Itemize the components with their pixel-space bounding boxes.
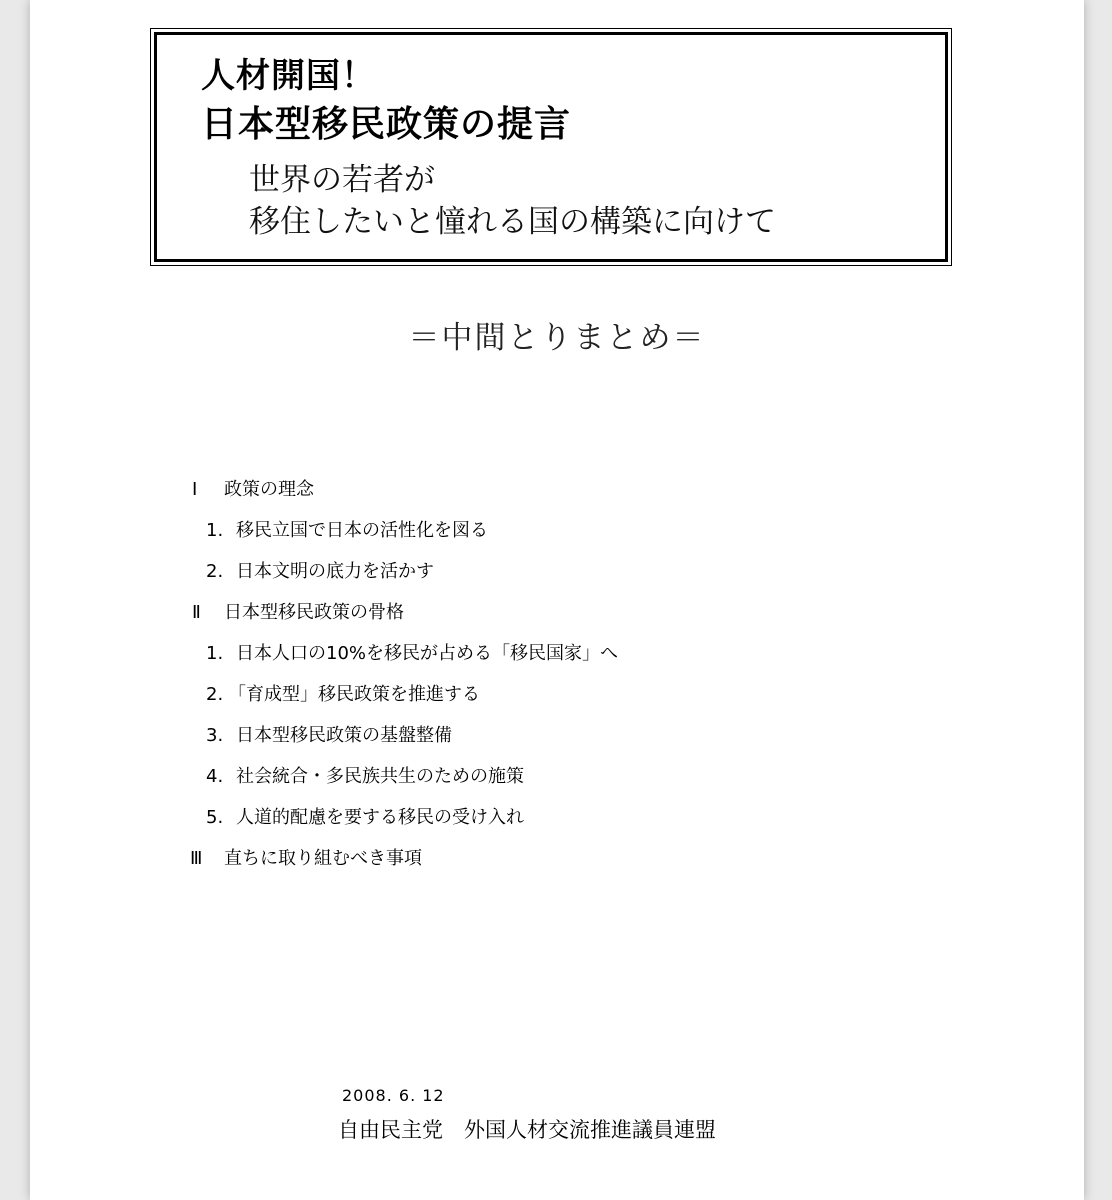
table-of-contents: [30, 0, 1084, 900]
toc-number: Ⅲ: [190, 848, 203, 869]
toc-item-2-1: [206, 645, 618, 663]
toc-number: Ⅱ: [192, 602, 201, 623]
toc-item-1-1: [206, 522, 488, 540]
issuing-organization: 自由民主党 外国人材交流推進議員連盟: [338, 1118, 716, 1142]
toc-item-2-3: [206, 727, 452, 745]
toc-number: 1.: [206, 520, 224, 541]
toc-text: 社会統合・多民族共生のための施策: [236, 766, 524, 787]
interim-summary-label: ＝中間とりまとめ＝: [408, 320, 706, 356]
toc-number: 5.: [206, 807, 224, 828]
toc-number: Ⅰ: [192, 479, 198, 500]
title-line-1: 人材開国！: [201, 56, 376, 96]
toc-text: 日本文明の底力を活かす: [236, 561, 434, 582]
toc-item-1-2: [206, 563, 434, 581]
toc-number: 3.: [206, 725, 224, 746]
toc-number: 2.: [206, 684, 224, 705]
toc-item-2-4: [206, 768, 524, 786]
subtitle-line-2: 移住したいと憧れる国の構築に向けて: [249, 204, 776, 240]
toc-text: 移民立国で日本の活性化を図る: [236, 520, 488, 541]
toc-text: 日本型移民政策の骨格: [224, 602, 404, 623]
toc-text: 「育成型」移民政策を推進する: [228, 684, 480, 705]
toc-text: 日本人口の10%を移民が占める「移民国家」へ: [236, 643, 619, 664]
title-line-2: 日本型移民政策の提言: [201, 104, 572, 145]
document-page: [30, 0, 1084, 1200]
toc-item-2-5: [206, 809, 524, 827]
toc-text: 政策の理念: [224, 479, 314, 500]
toc-number: 1.: [206, 643, 224, 664]
toc-section-2: [192, 604, 404, 622]
toc-item-2-2: [206, 686, 480, 704]
toc-text: 直ちに取り組むべき事項: [224, 848, 422, 869]
toc-number: 4.: [206, 766, 224, 787]
toc-section-3: [190, 850, 422, 868]
toc-number: 2.: [206, 561, 224, 582]
toc-text: 日本型移民政策の基盤整備: [236, 725, 452, 746]
subtitle-line-1: 世界の若者が: [249, 162, 435, 198]
toc-text: 人道的配慮を要する移民の受け入れ: [236, 807, 524, 828]
document-date: 2008. 6. 12: [342, 1086, 445, 1105]
toc-section-1: [192, 481, 314, 499]
